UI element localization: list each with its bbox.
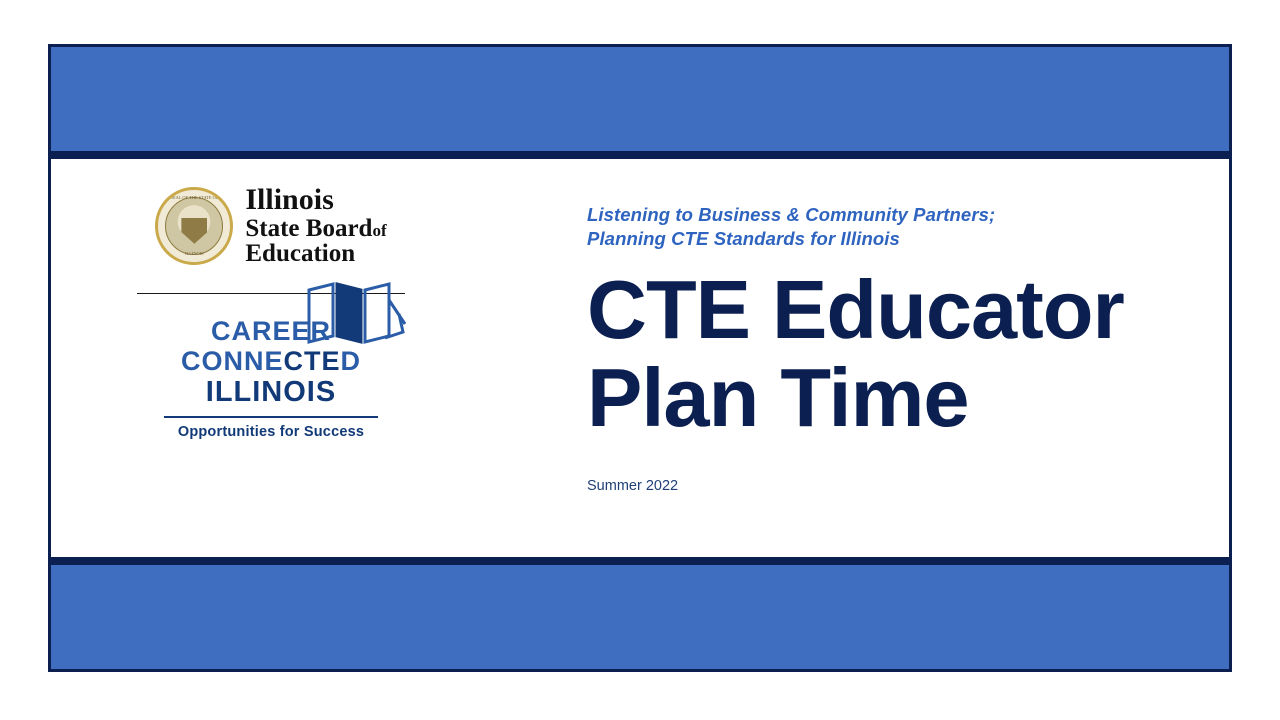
subtitle-line-1: Listening to Business & Community Partners; — [587, 204, 996, 225]
isbe-logo — [155, 185, 386, 267]
date-label: Summer 2022 — [587, 477, 679, 494]
career-connected-illinois-logo — [121, 316, 421, 440]
subtitle-line-2: Planning CTE Standards for Illinois — [587, 228, 900, 250]
open-book-icon — [303, 280, 413, 362]
cci-line-1: CAREER — [210, 315, 331, 346]
illinois-state-seal-icon — [155, 187, 233, 265]
cci-line-3: ILLINOIS — [205, 376, 337, 409]
cci-rule — [164, 416, 378, 418]
slide-body — [51, 159, 1229, 557]
isbe-line-2-small: of — [372, 220, 387, 240]
page-title — [587, 262, 1189, 444]
cci-line-2-prefix: CONNE — [180, 345, 284, 376]
isbe-line-2-main: State Board — [245, 214, 373, 242]
cci-line-2-suffix: D — [340, 345, 361, 376]
isbe-line-1: Illinois — [245, 183, 334, 216]
bottom-color-band — [51, 557, 1229, 669]
title-line-1: CTE Educator — [587, 262, 1124, 356]
isbe-wordmark — [245, 185, 386, 267]
title-column — [491, 159, 1229, 557]
logo-column — [51, 159, 491, 557]
subtitle — [587, 203, 1189, 252]
seal-bottom-text: ILLINOIS — [185, 250, 204, 256]
cci-tagline: Opportunities for Success — [177, 423, 365, 440]
cci-line-2-bold: CTE — [283, 345, 341, 376]
title-line-2: Plan Time — [587, 350, 969, 444]
slide — [48, 44, 1232, 672]
isbe-line-3: Education — [245, 240, 356, 268]
top-color-band — [51, 47, 1229, 159]
seal-top-text: SEAL OF THE STATE OF — [170, 194, 219, 200]
isbe-line-2 — [245, 216, 386, 242]
